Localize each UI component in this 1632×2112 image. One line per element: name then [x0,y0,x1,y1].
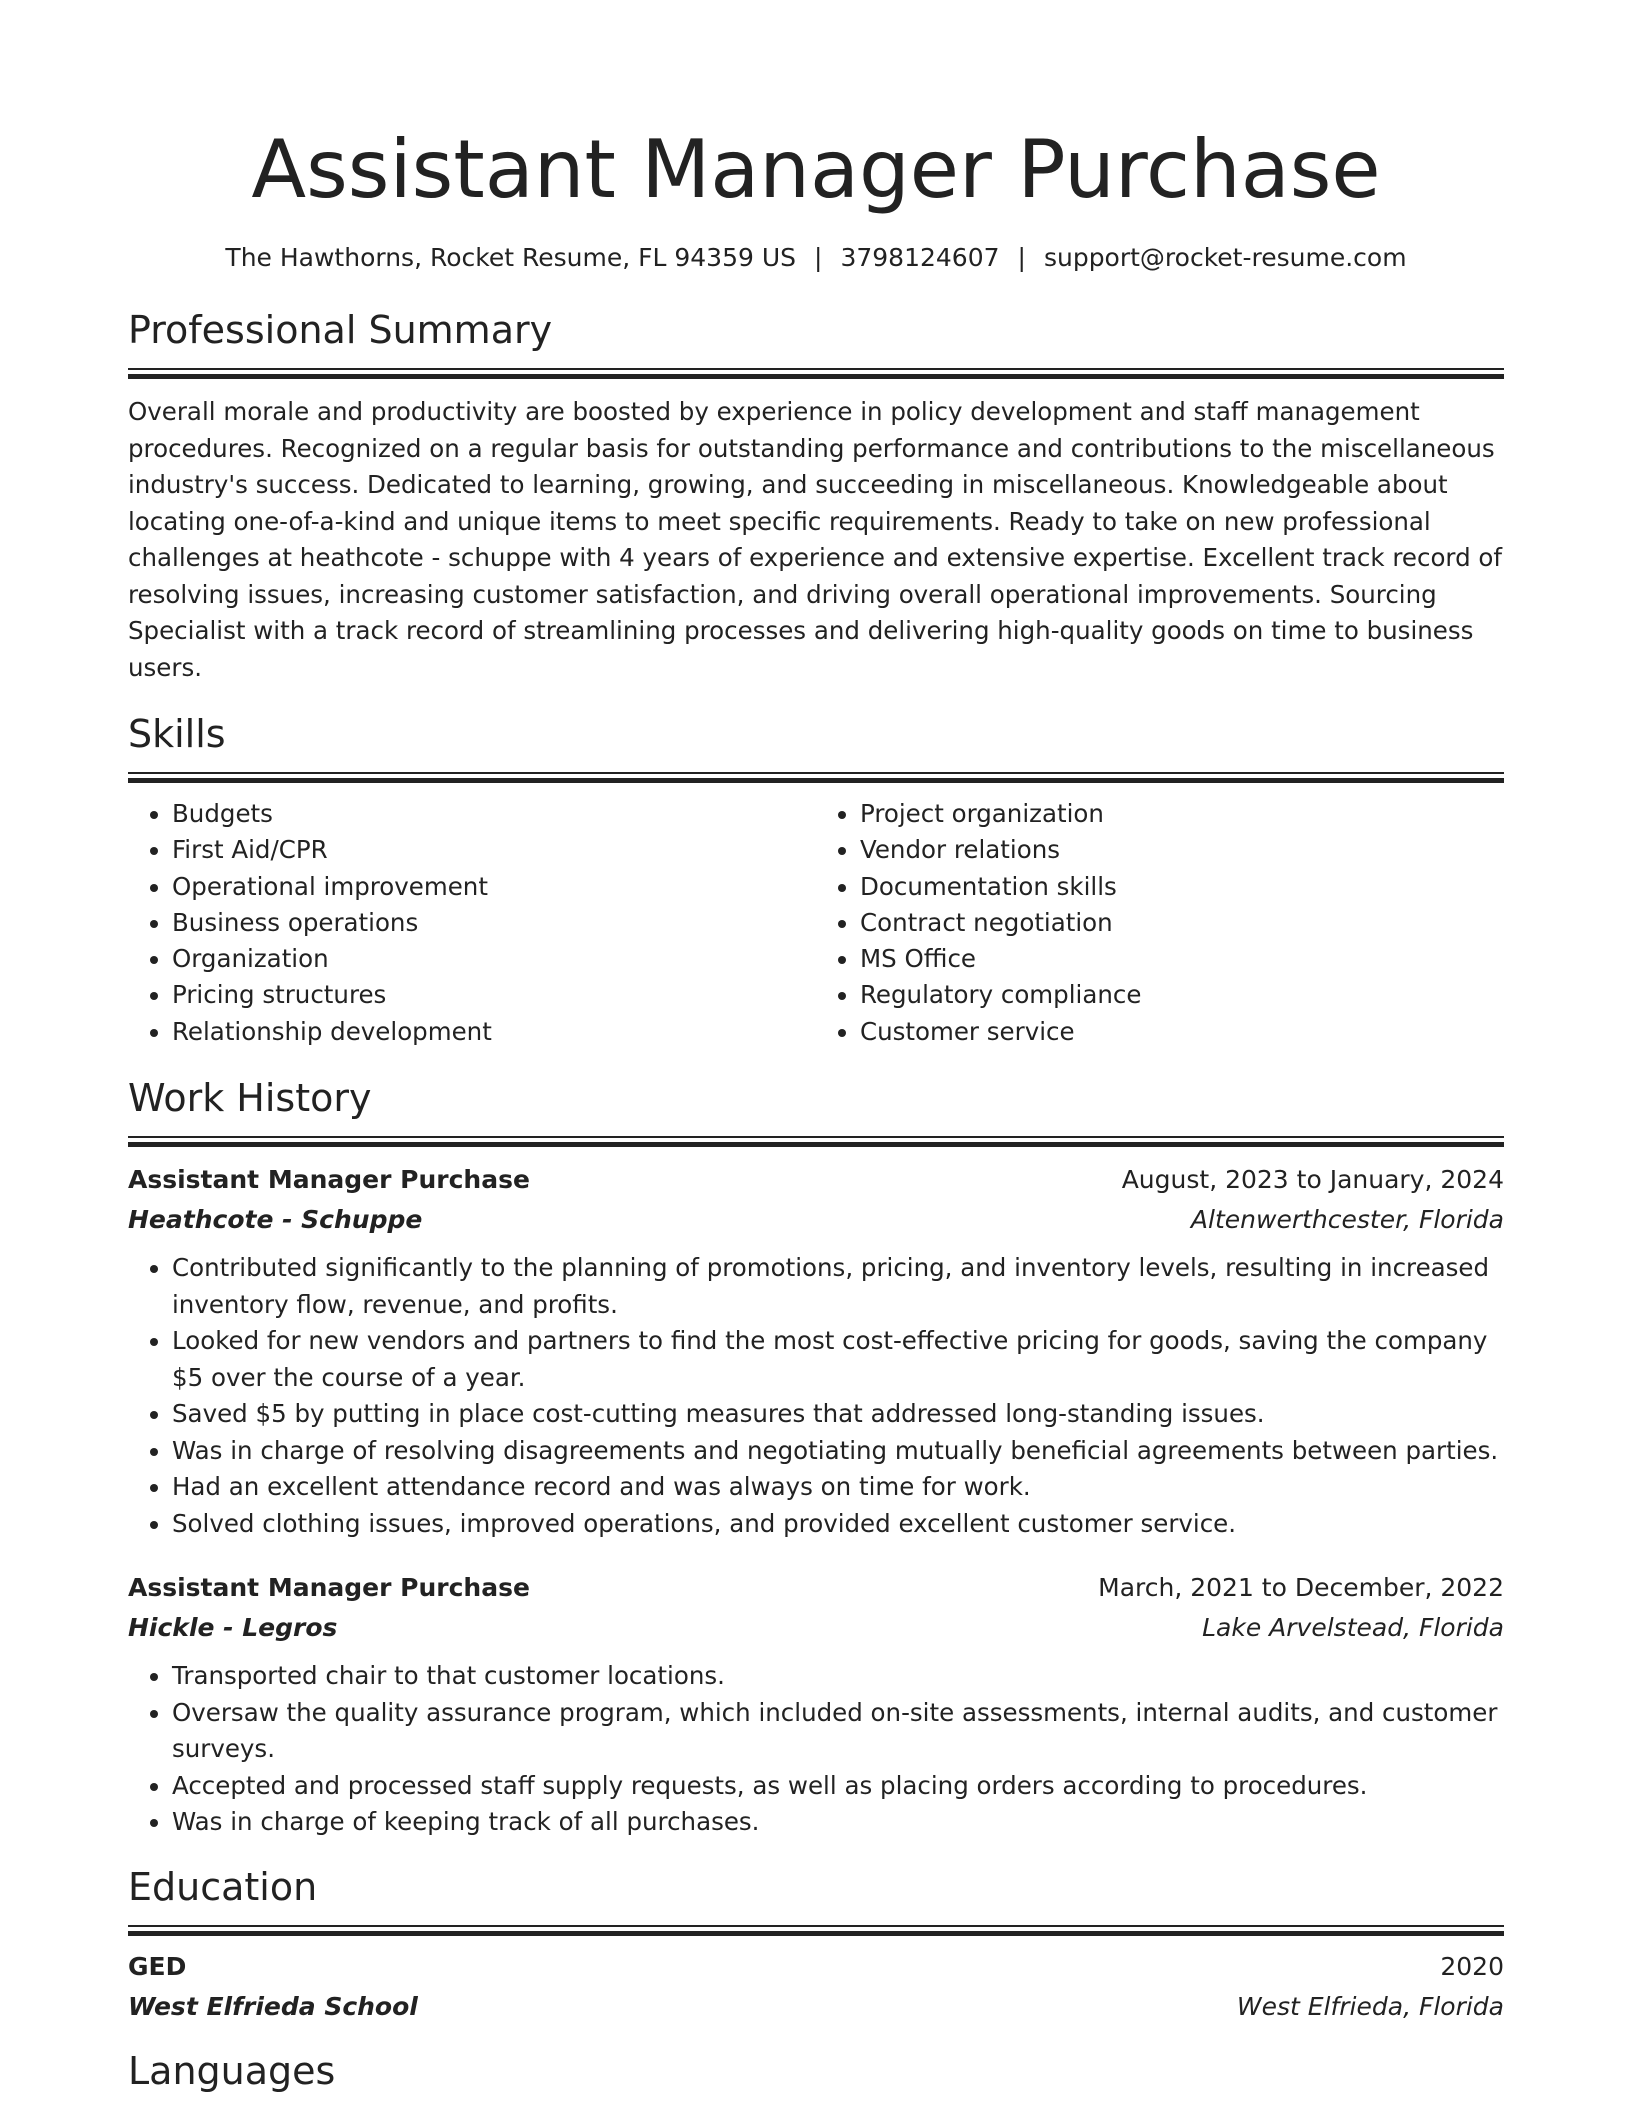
skill-item: • Business operations [172,905,816,941]
job-bullet: • Looked for new vendors and partners to find the most cost-effective pricing for goods, saving the company $5 over the course of a year. [172,1323,1504,1396]
job-bullet: • Was in charge of resolving disagreements and negotiating mutually beneficial agreements between parties. [172,1433,1504,1470]
job-company-row [128,1608,1504,1648]
section-title-summary: Professional Summary [128,308,553,352]
section-divider [128,1136,1504,1150]
section-title-education: Education [128,1864,318,1909]
section-title-skills: Skills [128,712,226,756]
contact-line [128,242,1504,274]
job-entry [128,1568,1504,1841]
skills-columns [128,796,1504,1050]
skills-section [128,710,1504,1050]
job-company-row [128,1200,1504,1240]
job-bullet: • Was in charge of keeping track of all purchases. [172,1804,1504,1841]
job-company: Heathcote - Schuppe [128,1205,423,1235]
job-dates: March, 2021 to December, 2022 [1098,1573,1504,1603]
job-entry [128,1160,1504,1542]
skill-item: • Vendor relations [860,832,1504,868]
job-location: Lake Arvelstead, Florida [1202,1613,1504,1643]
education-section [128,1863,1504,2027]
skill-item: • Documentation skills [860,869,1504,905]
contact-phone: 3798124607 [840,243,1000,272]
job-bullets [128,1250,1504,1542]
skill-item: • Organization [172,941,816,977]
education-school-row [128,1987,1504,2027]
contact-separator: | [1017,243,1026,272]
job-bullet: • Contributed significantly to the planning of promotions, pricing, and inventory levels, resulting in increased inventory flow, revenue, and profits. [172,1250,1504,1323]
education-school: West Elfrieda School [128,1991,418,2021]
skill-item: • Project organization [860,796,1504,832]
skill-item: • Operational improvement [172,869,816,905]
job-bullet: • Accepted and processed staff supply requests, as well as placing orders according to procedures. [172,1768,1504,1805]
skills-column-left [128,796,816,1050]
job-header-row [128,1568,1504,1608]
job-dates: August, 2023 to January, 2024 [1121,1165,1504,1195]
job-header-row [128,1160,1504,1200]
contact-separator: | [814,243,823,272]
job-bullet: • Solved clothing issues, improved operations, and provided excellent customer service. [172,1506,1504,1543]
section-divider [128,1925,1504,1939]
section-divider [128,772,1504,786]
skill-item: • First Aid/CPR [172,832,816,868]
job-title: Assistant Manager Purchase [128,1573,530,1603]
section-title-languages: Languages [128,2048,336,2093]
summary-text: Overall morale and productivity are boosted by experience in policy development and staff management procedures. Recognized on a regular basis for outstanding performance and contributions to the miscellaneous industry's success. Dedicated to learning, growing, and succeeding in miscellaneous. Knowledgeable about locating one-of-a-kind and unique items to meet specific requirements. Ready to take on new professional challenges at heathcote - schuppe with 4 years of experience and extensive expertise. Excellent track record of resolving issues, increasing customer satisfaction, and driving overall operational improvements. Sourcing Specialist with a track record of streamlining processes and delivering high-quality goods on time to business users. [128,397,1503,682]
job-bullets [128,1658,1504,1841]
contact-address: The Hawthorns, Rocket Resume, FL 94359 US [225,243,797,272]
education-header-row [128,1947,1504,1987]
languages-section [128,2047,1504,2095]
skills-column-right [816,796,1504,1050]
skill-item: • Budgets [172,796,816,832]
job-bullet: • Oversaw the quality assurance program, which included on-site assessments, internal audits, and customer surveys. [172,1695,1504,1768]
skill-item: • Customer service [860,1014,1504,1050]
resume-name: Assistant Manager Purchase [251,123,1381,216]
job-title: Assistant Manager Purchase [128,1165,530,1195]
skill-item: • Relationship development [172,1014,816,1050]
skill-item: • Pricing structures [172,977,816,1013]
education-location: West Elfrieda, Florida [1236,1991,1504,2021]
education-degree: GED [128,1951,187,1981]
contact-email: support@rocket-resume.com [1043,243,1407,272]
job-location: Altenwerthcester, Florida [1190,1205,1504,1235]
job-bullet: • Transported chair to that customer locations. [172,1658,1504,1695]
job-bullet: • Had an excellent attendance record and was always on time for work. [172,1469,1504,1506]
work-section [128,1074,1504,1841]
section-title-work: Work History [128,1076,372,1121]
skill-item: • Regulatory compliance [860,977,1504,1013]
job-company: Hickle - Legros [128,1613,338,1643]
skill-item: • Contract negotiation [860,905,1504,941]
section-divider [128,368,1504,382]
summary-section [128,306,1504,686]
job-bullet: • Saved $5 by putting in place cost-cutting measures that addressed long-standing issues. [172,1396,1504,1433]
education-year: 2020 [1440,1951,1504,1981]
skill-item: • MS Office [860,941,1504,977]
